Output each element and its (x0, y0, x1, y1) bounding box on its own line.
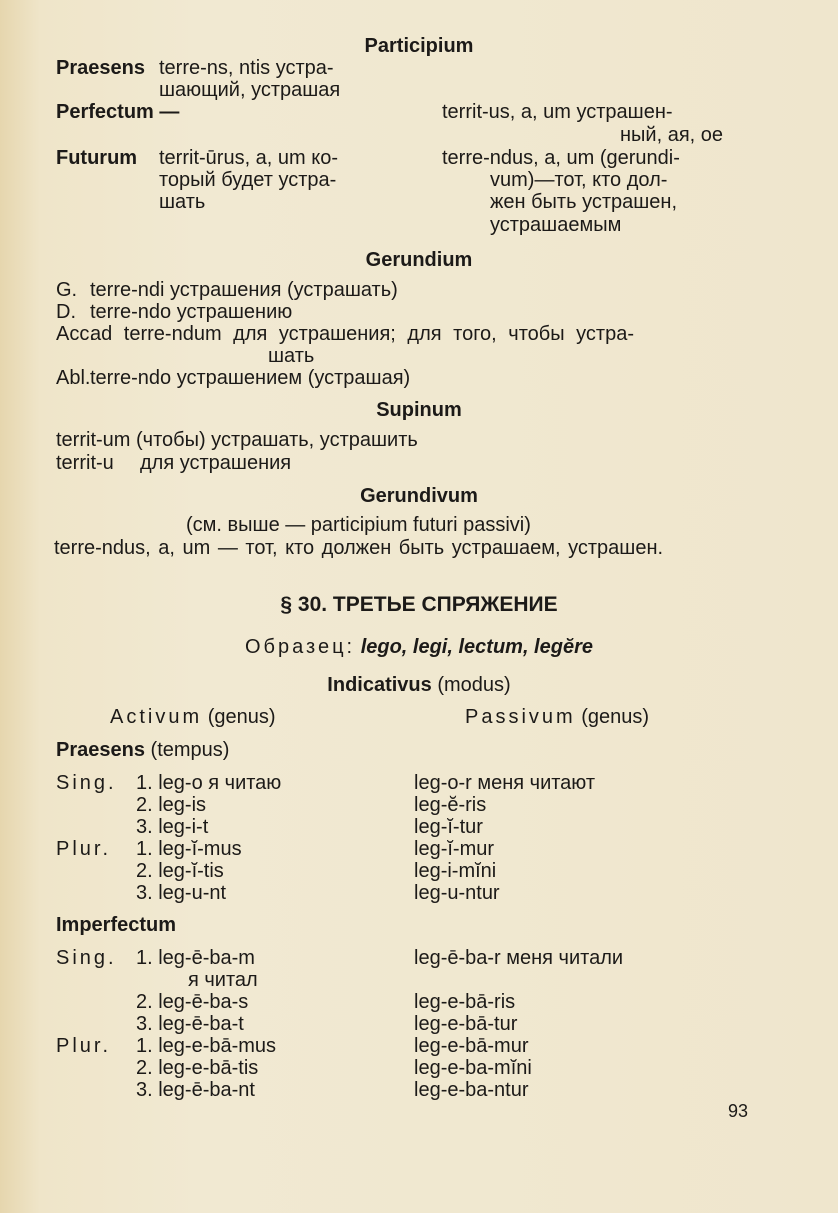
conj-passive: leg-e-bā-ris (414, 991, 516, 1013)
genus: (genus) (207, 706, 276, 728)
mood: Indicativus (327, 674, 432, 696)
sing-label: Sing. (56, 772, 117, 794)
activum-heading (110, 705, 276, 729)
plur-label: Plur. (56, 1035, 112, 1057)
case-text: terre-ndo устрашением (устрашая) (90, 367, 411, 389)
plur-label: Plur. (56, 838, 112, 860)
supinum-text: territ-um (чтобы) устрашать, устрашить (56, 429, 418, 451)
conj-active: 3. leg-ē-ba-t (136, 1013, 244, 1035)
conj-passive: leg-u-ntur (414, 882, 500, 904)
futurum-text: territ-ūrus, a, um ко- (159, 147, 339, 169)
case-label: Abl. (56, 367, 91, 389)
conj-passive: leg-e-ba-ntur (414, 1079, 529, 1101)
sample-line (0, 635, 838, 659)
supinum-text: для устрашения (140, 452, 292, 474)
futurum-passive: устрашаемым (490, 214, 622, 236)
praesens-tempus (56, 738, 229, 762)
case-label: D. (56, 301, 76, 323)
case-text: шать (268, 345, 315, 367)
conj-active: 1. leg-ĭ-mus (136, 838, 242, 860)
futurum-passive: vum)—тот, кто дол- (490, 169, 668, 191)
conj-active: 1. leg-e-bā-mus (136, 1035, 277, 1057)
futurum-label: Futurum (56, 147, 138, 169)
gerundium-heading: Gerundium (365, 249, 473, 271)
gerundivum-text: terre-ndus, a, um — тот, кто должен быть устрашаем, устрашен. (54, 537, 664, 559)
supinum-heading: Supinum (376, 399, 462, 421)
conj-active: 3. leg-i-t (136, 816, 209, 838)
conj-passive: leg-o-r меня читают (414, 772, 596, 794)
conj-active: 1. leg-ē-ba-m (136, 947, 255, 969)
perfectum-passive: ный, ая, ое (620, 124, 724, 146)
futurum-text: шать (159, 191, 206, 213)
sample-forms: lego, legi, lectum, legĕre (360, 636, 593, 658)
mood-suffix: (modus) (437, 674, 511, 696)
gerundivum-text: (см. выше — participium futuri passivi) (186, 514, 531, 536)
conj-passive: leg-e-bā-tur (414, 1013, 518, 1035)
futurum-text: торый будет устра- (159, 169, 337, 191)
case-text: terre-ndi устрашения (устрашать) (90, 279, 398, 301)
activum: Activum (110, 706, 203, 728)
conj-passive: leg-i-mĭni (414, 860, 497, 882)
gerundivum-heading: Gerundivum (360, 485, 478, 507)
section-title: § 30. ТРЕТЬЕ СПРЯЖЕНИЕ (280, 593, 558, 616)
conj-active: 2. leg-ĭ-tis (136, 860, 224, 882)
conj-active: 2. leg-ē-ba-s (136, 991, 249, 1013)
passivum-heading (465, 705, 649, 729)
futurum-passive: жен быть устрашен, (490, 191, 678, 213)
conj-active: 3. leg-u-nt (136, 882, 227, 904)
tempus: (tempus) (150, 739, 230, 761)
praesens-title: Praesens (56, 739, 145, 761)
praesens-text: terre-ns, ntis устра- (159, 57, 334, 79)
case-label: G. (56, 279, 78, 301)
case-label: Acc. (56, 323, 95, 345)
praesens-text: шающий, устрашая (159, 79, 341, 101)
conj-active: 2. leg-e-bā-tis (136, 1057, 259, 1079)
passivum: Passivum (465, 706, 576, 728)
mood-line (0, 673, 838, 697)
page-number: 93 (728, 1101, 749, 1121)
conj-passive: leg-ĭ-tur (414, 816, 483, 838)
conj-passive: leg-e-bā-mur (414, 1035, 529, 1057)
case-text: terre-ndo устрашению (90, 301, 293, 323)
supinum-text: territ-u (56, 452, 114, 474)
praesens-label: Praesens (56, 57, 145, 79)
conj-passive: leg-ĕ-ris (414, 794, 487, 816)
conj-active: 3. leg-ē-ba-nt (136, 1079, 255, 1101)
sample-label: Образец: (245, 636, 356, 658)
conj-passive: leg-ĭ-mur (414, 838, 495, 860)
imperfectum-title: Imperfectum (56, 914, 177, 936)
genus: (genus) (581, 706, 650, 728)
conj-active: 1. leg-o я читаю (136, 772, 282, 794)
conj-active: 2. leg-is (136, 794, 207, 816)
case-text: ad terre-ndum для устрашения; для того, чтобы устра- (90, 323, 634, 345)
conj-passive: leg-ē-ba-r меня читали (414, 947, 624, 969)
futurum-passive: terre-ndus, a, um (gerundi- (442, 147, 680, 169)
participium-heading: Participium (364, 35, 474, 57)
perfectum-passive: territ-us, a, um устрашен- (442, 101, 673, 123)
conj-active: я читал (188, 969, 258, 991)
conj-passive: leg-e-ba-mĭni (414, 1057, 532, 1079)
perfectum-label: Perfectum — (56, 101, 180, 123)
sing-label: Sing. (56, 947, 117, 969)
